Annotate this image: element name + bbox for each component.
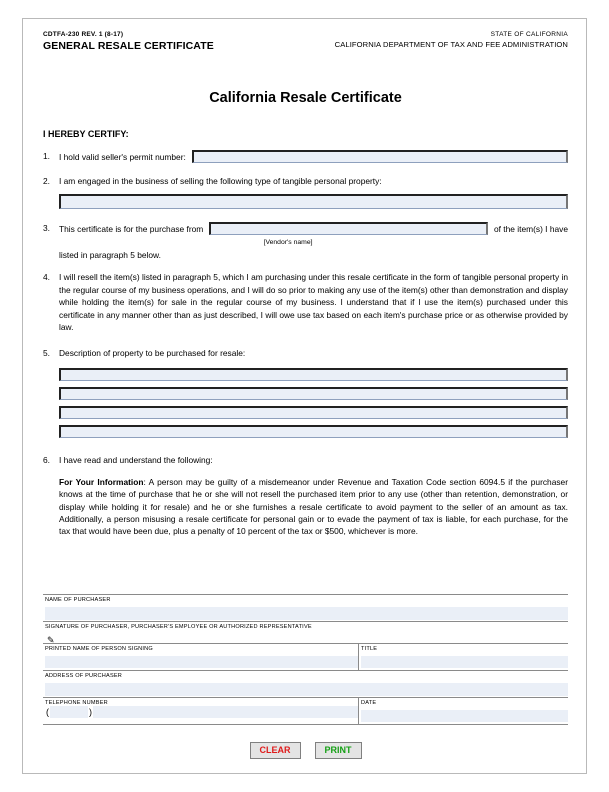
- form-title: GENERAL RESALE CERTIFICATE: [43, 40, 214, 52]
- address-label: ADDRESS OF PURCHASER: [45, 673, 123, 679]
- for-your-information-block: [59, 476, 568, 537]
- item-1-label: I hold valid seller's permit number:: [59, 152, 186, 162]
- item-4-text: I will resell the item(s) listed in paragraph 5, which I am purchasing under this resale certificate in the form of tangible personal property in the regular course of my business operations, and I will do so prior to making any use of the item(s) other than demonstration and display while holding the item(s) for sale in the regular course of my business. I understand that if I use the item(s) purchased under this certificate in any manner other than as just described, I will owe use tax based on each item's purchase price or as otherwise provided by law.: [59, 271, 568, 333]
- form-action-buttons: [23, 742, 588, 759]
- form-page: [22, 18, 587, 774]
- description-input-2[interactable]: [59, 387, 568, 400]
- item-5-body: [59, 347, 568, 444]
- signature-block: [43, 594, 568, 725]
- item-1-number: 1.: [43, 151, 50, 161]
- vendor-name-input[interactable]: [209, 222, 488, 235]
- item-2-number: 2.: [43, 175, 50, 186]
- vendor-name-note: [Vendor's name]: [263, 238, 313, 246]
- clear-button[interactable]: CLEAR: [250, 742, 301, 759]
- form-content: [43, 31, 568, 537]
- title-input[interactable]: [361, 656, 568, 668]
- item-3-body: [59, 222, 568, 262]
- state-label: STATE OF CALIFORNIA: [490, 31, 568, 38]
- pen-icon: ✎: [47, 635, 55, 645]
- item-3-lead-text: This certificate is for the purchase from: [59, 224, 204, 235]
- item-5-label: Description of property to be purchased for resale:: [59, 347, 246, 358]
- item-2: [43, 175, 568, 210]
- item-4-number: 4.: [43, 271, 50, 282]
- description-lines: [59, 368, 568, 444]
- printed-name-label: PRINTED NAME OF PERSON SIGNING: [45, 646, 153, 652]
- page-title: California Resale Certificate: [209, 90, 402, 106]
- name-of-purchaser-input[interactable]: [45, 607, 568, 620]
- item-6-number: 6.: [43, 454, 50, 465]
- telephone-number-input[interactable]: [93, 706, 358, 718]
- printed-name-title-row: [43, 644, 568, 671]
- date-label: DATE: [361, 700, 377, 706]
- telephone-label: TELEPHONE NUMBER: [45, 700, 108, 706]
- for-your-information-label: For Your Information: [59, 477, 144, 488]
- item-2-body: [59, 175, 568, 210]
- signature-label: SIGNATURE OF PURCHASER, PURCHASER'S EMPLOYEE OR AUTHORIZED REPRESENTATIVE: [45, 624, 312, 630]
- description-input-3[interactable]: [59, 406, 568, 419]
- item-3-number: 3.: [43, 223, 50, 234]
- agency-name: CALIFORNIA DEPARTMENT OF TAX AND FEE ADMINISTRATION: [334, 40, 568, 49]
- print-button[interactable]: PRINT: [315, 742, 362, 759]
- item-5: [43, 347, 568, 444]
- printed-name-input[interactable]: [45, 656, 358, 668]
- certify-heading: I HEREBY CERTIFY:: [43, 129, 129, 139]
- date-input[interactable]: [361, 710, 568, 722]
- form-header: [43, 31, 568, 52]
- title-label: TITLE: [361, 646, 378, 652]
- name-of-purchaser-row: [43, 595, 568, 622]
- signature-field[interactable]: [45, 630, 568, 643]
- item-1-body: [59, 150, 568, 164]
- phone-open-paren: (: [46, 707, 49, 717]
- phone-close-paren: ): [89, 707, 92, 717]
- item-3: [43, 222, 568, 262]
- header-right: [335, 31, 568, 49]
- signature-row: [43, 622, 568, 644]
- item-1: [43, 150, 568, 164]
- item-5-number: 5.: [43, 347, 50, 358]
- business-type-input[interactable]: [59, 194, 568, 209]
- seller-permit-number-input[interactable]: [192, 150, 568, 163]
- item-2-label: I am engaged in the business of selling the following type of tangible personal property:: [59, 175, 382, 186]
- item-4: [43, 271, 568, 334]
- address-input[interactable]: [45, 683, 568, 696]
- item-6-label: I have read and understand the following:: [59, 454, 213, 465]
- description-input-1[interactable]: [59, 368, 568, 381]
- description-input-4[interactable]: [59, 425, 568, 438]
- telephone-area-code-input[interactable]: [50, 706, 88, 718]
- item-3-line2: listed in paragraph 5 below.: [59, 250, 161, 261]
- for-your-information-text: : A person may be guilty of a misdemeanor under Revenue and Taxation Code section 6094.5 if the purchaser knows at the time of purchase that he or she will not resell the purchased item prior to any use (other than retention, demonstration, or display while holding it for resale) and he or she furnishes a resale certificate to avoid payment to the seller of an amount as tax. Additionally, a person misusing a resale certificate for personal gain or to evade the payment of tax is liable, for each purchase, for the tax that would have been due, plus a penalty of 10 percent of the tax or $500, whichever is more.: [59, 477, 568, 536]
- item-6-body: [59, 454, 568, 467]
- item-3-tail-text: of the item(s) I have: [493, 224, 568, 235]
- item-6: [43, 454, 568, 467]
- header-left: [43, 31, 214, 52]
- address-row: [43, 671, 568, 698]
- telephone-field-group: [45, 706, 358, 718]
- form-number: CDTFA-230 REV. 1 (8-17): [43, 31, 124, 38]
- telephone-date-row: [43, 698, 568, 725]
- name-of-purchaser-label: NAME OF PURCHASER: [45, 597, 111, 603]
